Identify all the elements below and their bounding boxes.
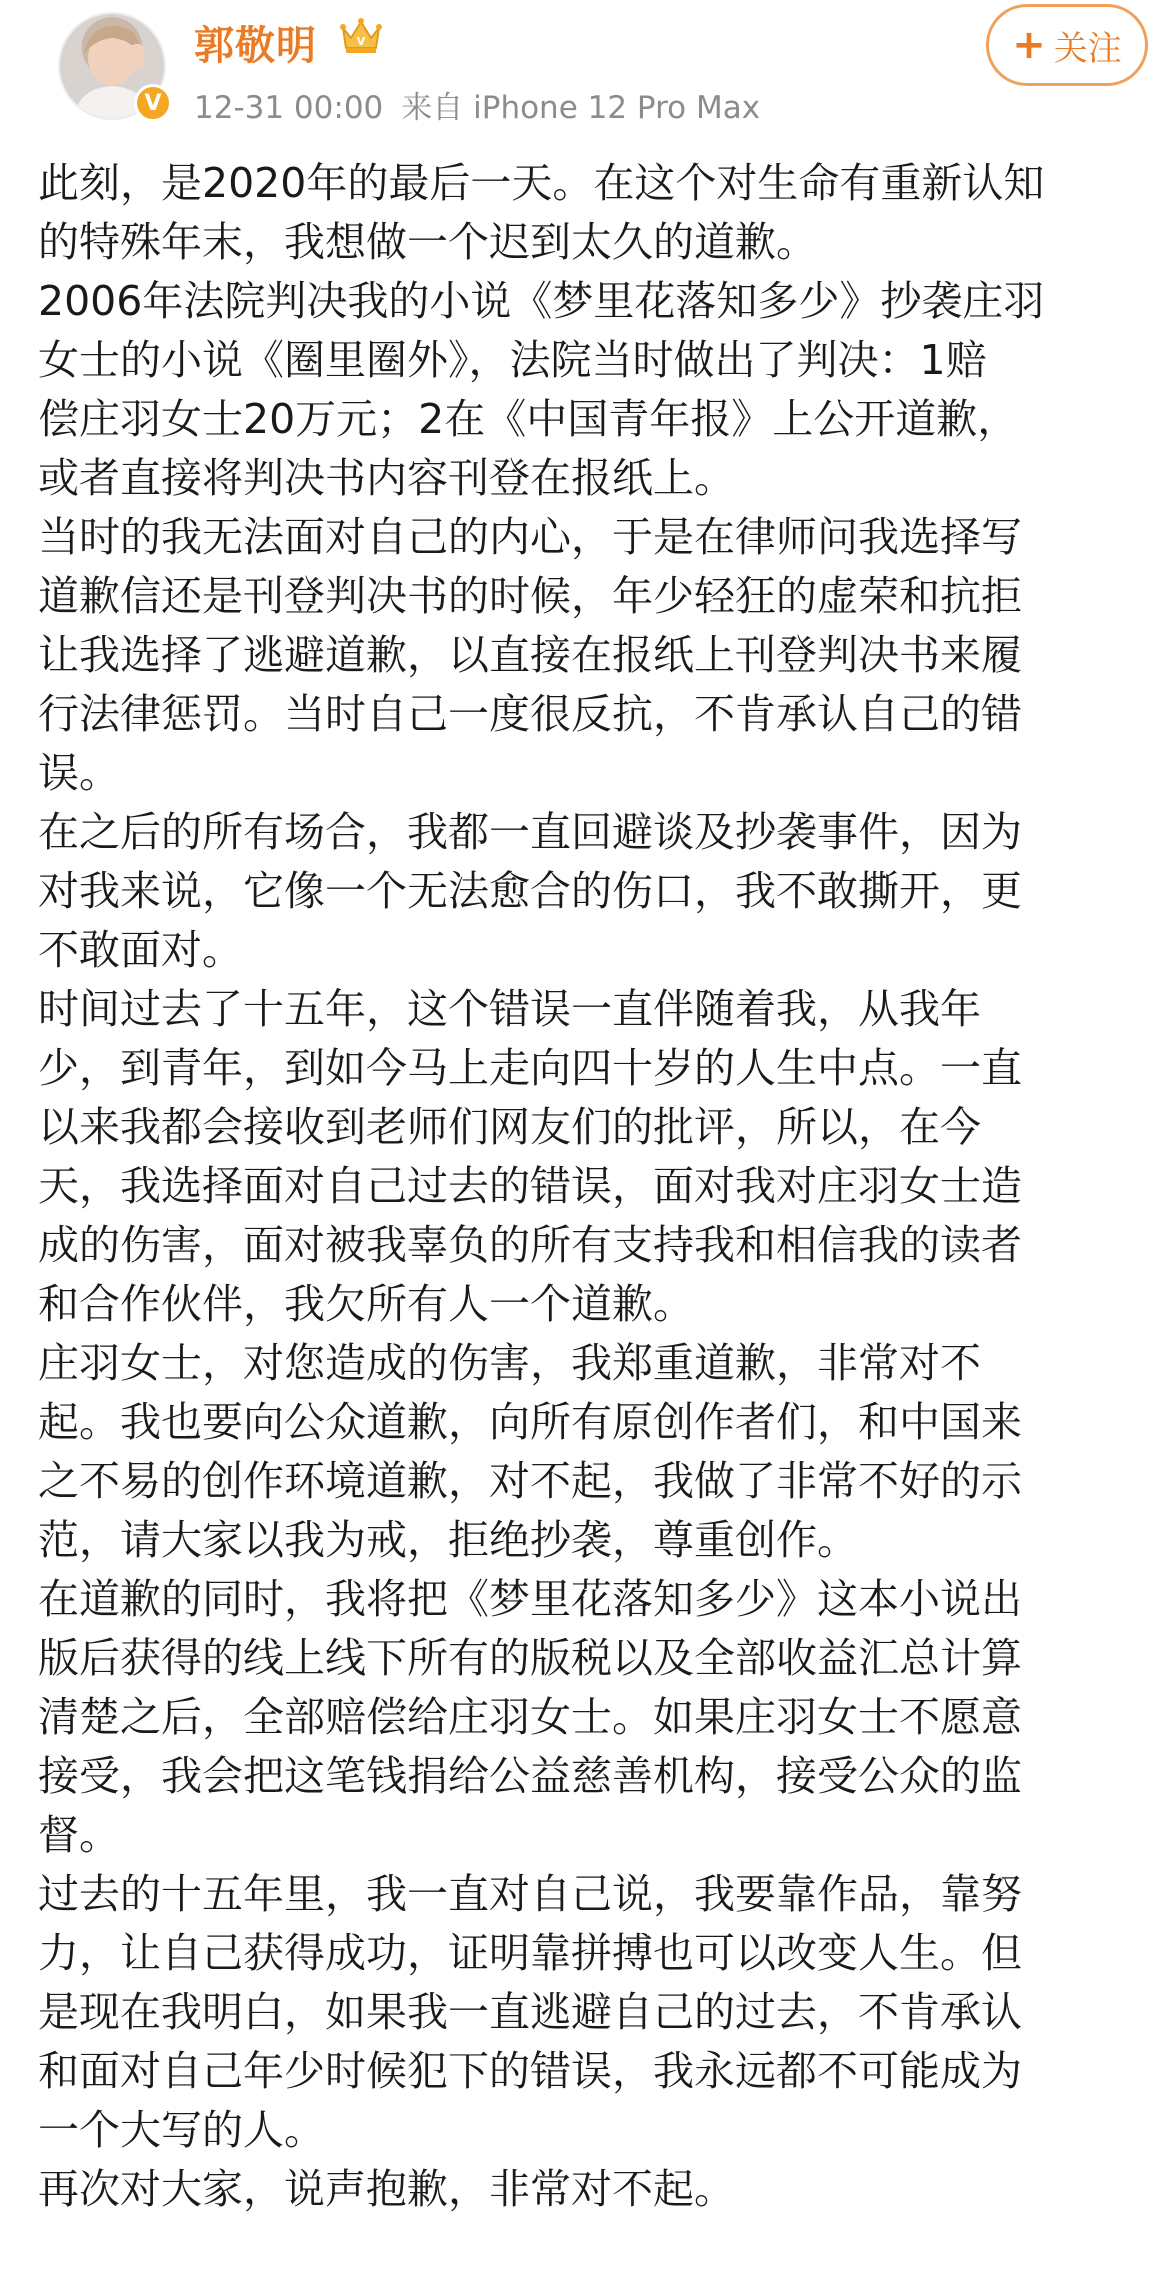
post-text-line: 此刻，是2020年的最后一天。在这个对生命有重新认知 <box>38 159 1045 207</box>
post-text-line: 在道歉的同时，我将把《梦里花落知多少》这本小说出 <box>38 1575 1022 1623</box>
plus-icon: + <box>1012 22 1046 68</box>
post-text-line: 是现在我明白，如果我一直逃避自己的过去，不肯承认 <box>38 1988 1022 2036</box>
follow-button[interactable] <box>986 4 1148 86</box>
post-text-line: 成的伤害，面对被我辜负的所有支持我和相信我的读者 <box>38 1221 1022 1269</box>
author-name[interactable]: 郭敬明 <box>194 23 317 69</box>
post-text-line: 少，到青年，到如今马上走向四十岁的人生中点。一直 <box>38 1044 1022 1092</box>
post-text-line: 之不易的创作环境道歉，对不起，我做了非常不好的示 <box>38 1457 1022 1505</box>
post-text-line: 督。 <box>38 1811 120 1859</box>
post-text-line: 以来我都会接收到老师们网友们的批评，所以，在今 <box>38 1103 981 1151</box>
post-text-line: 和合作伙伴，我欠所有人一个道歉。 <box>38 1280 694 1328</box>
post-text-line: 的特殊年末，我想做一个迟到太久的道歉。 <box>38 218 817 266</box>
post-text-line: 当时的我无法面对自己的内心，于是在律师问我选择写 <box>38 513 1022 561</box>
post-text-line: 天，我选择面对自己过去的错误，面对我对庄羽女士造 <box>38 1162 1022 1210</box>
post-text-line: 范，请大家以我为戒，拒绝抄袭，尊重创作。 <box>38 1516 858 1564</box>
post-text-line: 再次对大家，说声抱歉，非常对不起。 <box>38 2165 735 2213</box>
post-text-line: 让我选择了逃避道歉，以直接在报纸上刊登判决书来履 <box>38 631 1022 679</box>
post-text-line: 2006年法院判决我的小说《梦里花落知多少》抄袭庄羽 <box>38 277 1045 325</box>
svg-text:V: V <box>356 35 366 48</box>
post-text-line: 时间过去了十五年，这个错误一直伴随着我，从我年 <box>38 985 981 1033</box>
post-header <box>0 0 1176 145</box>
post-text-line: 庄羽女士，对您造成的伤害，我郑重道歉，非常对不 <box>38 1339 981 1387</box>
post-body <box>38 154 1128 2219</box>
post-text-line: 接受，我会把这笔钱捐给公益慈善机构，接受公众的监 <box>38 1752 1022 1800</box>
post-text-line: 版后获得的线上线下所有的版税以及全部收益汇总计算 <box>38 1634 1022 1682</box>
crown-icon[interactable] <box>338 14 384 56</box>
post-text-line: 或者直接将判决书内容刊登在报纸上。 <box>38 454 735 502</box>
post-text-line: 在之后的所有场合，我都一直回避谈及抄袭事件，因为 <box>38 808 1022 856</box>
v-badge-icon: V <box>134 84 172 122</box>
post-text-line: 道歉信还是刊登判决书的时候，年少轻狂的虚荣和抗拒 <box>38 572 1022 620</box>
post-text-line: 过去的十五年里，我一直对自己说，我要靠作品，靠努 <box>38 1870 1022 1918</box>
avatar-container[interactable] <box>58 12 166 120</box>
post-text-line: 行法律惩罚。当时自己一度很反抗，不肯承认自己的错 <box>38 690 1022 738</box>
post-text-line: 女士的小说《圈里圈外》，法院当时做出了判决：1赔 <box>38 336 987 384</box>
post-meta <box>194 82 760 127</box>
post-text-line: 误。 <box>38 749 120 797</box>
post-text-line: 一个大写的人。 <box>38 2106 325 2154</box>
post-text-line: 力，让自己获得成功，证明靠拼搏也可以改变人生。但 <box>38 1929 1022 1977</box>
post-text-line: 和面对自己年少时候犯下的错误，我永远都不可能成为 <box>38 2047 1022 2095</box>
post-text-line: 起。我也要向公众道歉，向所有原创作者们，和中国来 <box>38 1398 1022 1446</box>
post-text-line: 偿庄羽女士20万元；2在《中国青年报》上公开道歉， <box>38 395 1019 443</box>
post-text-line: 清楚之后，全部赔偿给庄羽女士。如果庄羽女士不愿意 <box>38 1693 1022 1741</box>
post-time[interactable]: 12-31 00:00 <box>194 90 384 126</box>
post-source: 来自 iPhone 12 Pro Max <box>401 90 761 126</box>
follow-label: 关注 <box>1053 28 1122 69</box>
post-text-line: 不敢面对。 <box>38 926 243 974</box>
post-text-line: 对我来说，它像一个无法愈合的伤口，我不敢撕开，更 <box>38 867 1022 915</box>
